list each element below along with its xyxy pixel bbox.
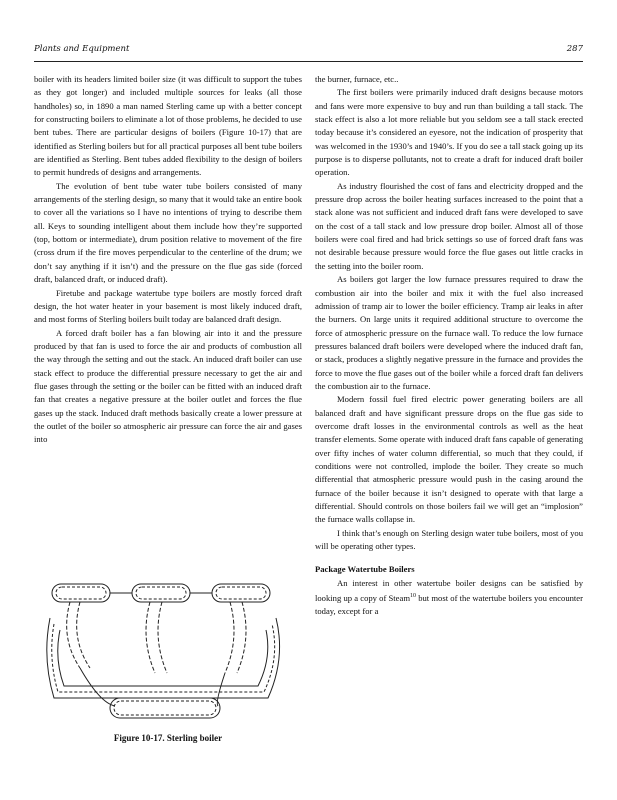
header-section-title: Plants and Equipment: [34, 44, 130, 54]
figure-caption: Figure 10-17. Sterling boiler: [113, 733, 223, 743]
paragraph: As boilers got larger the low furnace pressures required to draw the combustion air into the boiler and mix it with the fuel also increased admission of tramp air to lower the boiler efficiency. Tramp air leaks in after the burners. On large units it required additional structure to overcome the force of atmospheric pressure on the furnace wall. To reduce the low furnace pressures balanced draft boilers were developed where the induced draft fan, or stack, produces a slightly negative pressure in the furnace and provides the force to move the flue gases out of the boiler while a forced draft fan delivers the combustion air to the furnace.: [315, 274, 583, 391]
paragraph: Modern fossil fuel fired electric power generating boilers are all balanced draft and have significant pressure drops on the flue gas side to overcome draft losses in the environmental controls as well as the heat transfer elements. Some operate with induced draft fans capable of generating over fifty inches of water column differential, so much that they could, if conditions were not controlled, implode the boiler. They create so much differential that atmospheric pressure would push in the casing around the furnace of the boiler because it isn’t designed to operate with that large a differential. Should controls on those boilers fail we will get an “implosion” the furnace walls collapse in.: [315, 394, 583, 525]
paragraph: The first boilers were primarily induced draft designs because motors and fans were more expensive to buy and run than building a tall stack. The stack effect is also a lot more reliable but you seldom see a tall stack erected today because it’s considered an eyesore, not the indication of prosperity that was welcomed in the 1930’s and 1940’s. If you do see a tall stack going up its purpose is to disperse pollutants, not to create a draft for induced draft boiler operation.: [315, 87, 583, 178]
paragraph: boiler with its headers limited boiler size (it was difficult to support the tubes as they got longer) and included multiple sources for leaks (all those handholes) so, in 1890 a man named Sterling came up with a better concept for constructing boilers to eliminate a lot of those problems, he decided to use bent tubes. There are particular designs of boilers (Figure 10-17) that are identified as Sterling boilers but for all practical purposes all bent tube boilers are identified as Sterling. Bent tubes added flexibility to the design of boilers to permit hundreds of designs and arrangements.: [34, 74, 302, 178]
paragraph-text: An interest in other watertube boiler designs can be satisfied by looking up a copy of Steam: [315, 577, 583, 603]
reference-superscript: 10: [410, 593, 416, 600]
mud-drum: [110, 698, 220, 718]
paragraph: Firetube and package watertube type boilers are mostly forced draft design, the hot water heater in your basement is most likely induced draft, and most forms of Sterling boilers built today are balanced draft design.: [34, 287, 302, 325]
upper-drum-middle: [132, 584, 190, 602]
upper-drum-left: [52, 584, 110, 602]
paragraph: I think that’s enough on Sterling design water tube boilers, most of you will be operating other types.: [315, 527, 583, 552]
paragraph-text: but most of the watertube boilers you encounter today, except for a: [315, 592, 583, 617]
upper-drum-right: [212, 584, 270, 602]
paragraph: As industry flourished the cost of fans and electricity dropped and the pressure drop across the boiler heating surfaces increased to the point that a stack alone was not sufficient and induced draft fans were developed to save on the cost of a tall stack and low pressure drop boiler. Almost all of those boilers were coal fired and had brick settings so use of forced draft fans was not desirable because pressure would force the flue gases out little cracks in the setting into the boiler room.: [315, 180, 583, 271]
paragraph: The evolution of bent tube water tube boilers consisted of many arrangements of the sterling design, so many that it would take an entire book to cover all the variations so I have no intentions of trying to describe them all. Keys to sounding intelligent about them include how they’re supported (top, bottom or intermediate), drum position relative to movement of the fire (cross drum if the fire moves perpendicular to the centerline of the drum; we don’t say anything if it isn’t) and the pressure on the flue gas side (forced draft, balanced draft, or induced draft).: [34, 180, 302, 285]
left-column: [34, 73, 302, 447]
section-heading: Package Watertube Boilers: [315, 564, 415, 575]
running-header: [34, 44, 583, 58]
paragraph: the burner, furnace, etc..: [315, 74, 399, 84]
paragraph: A forced draft boiler has a fan blowing air into it and the pressure produced by that fan is used to force the air and products of combustion all the way through the setting and out the stack. An induced draft boiler can use stack effect to produce the differential pressure necessary to get the air and flue gases through the setting or the boiler can be fitted with an induced draft fan that creates a negative pressure at the boiler outlet and forces the flue gases up the stack. Induced draft methods basically create a lower pressure at the outlet of the boiler so atmospheric air pressure can force the air and gases into: [34, 327, 302, 445]
sterling-boiler-figure: [40, 578, 295, 728]
header-rule: [34, 61, 583, 62]
header-page-number: 287: [566, 44, 583, 54]
paragraph: [315, 577, 583, 619]
right-column: [315, 73, 583, 619]
